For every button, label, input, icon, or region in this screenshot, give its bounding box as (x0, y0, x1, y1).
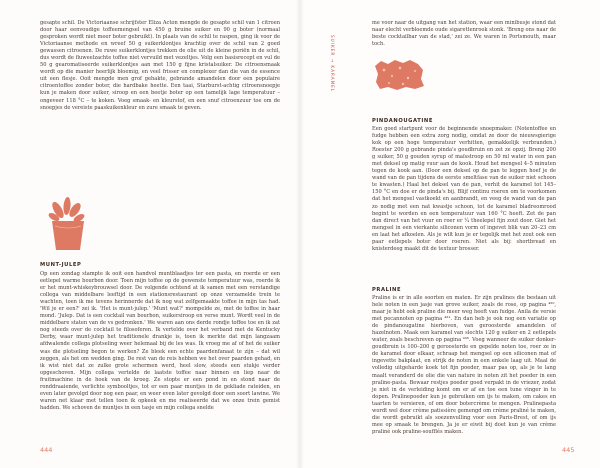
nougatine-illustration (372, 58, 426, 92)
left-page-number: 444 (40, 446, 53, 454)
munt-julep-paragraph: Op een zondag stampte ik ooit een handvol muntblaadjes ter een pasta, en roerde er een eetlepel warme bourbon door. Toen mijn toffee op de gewenste temperatuur was, roerde ik er het munt-whiskeybrouwsel door. De volgende ochtend at ik samen met een verstandige collega van middelbare leeftijd in een stationsrestaurant op onze verzamelde trein te wachten, toen ik me tevens herinnerde dat ik nog wat zelfgemaakte toffee in mijn tas had. 'Wil je er een?' zei ik. 'Het is munt-julep.' 'Munt wat?' mompelde ze, met de toffee in haar mond. 'Julep. Dat is een cocktail van bourbon, suikersiroop en verse munt. Wordt veel in de middelbare staten van de vs gedronken.' We waren aan ons derde rondje toffee toe en ik zat nog steeds over de cocktail te filosoferen. Ik vertelde over het verband met de Kentucky Derby, waar munt-julep het traditionele drankje is, toen ik merkte dat mijn langzaam afdwalende collega plotseling weer helemaal bij de les was. Ik vroeg me af of het de suiker was die plotseling begon te werken? Ze bleek een echte paardenfanaat te zijn – dat wil zeggen, als het om wedden ging. De rest van de reis hebben we het over paarden gehad, en ik wist niet dat ze zulke grote schermen werd, heel slow, steeds een stukje verder opgeschoven. Mijn collega vertelde de laatste toffee naar binnen en liep naar de fruitmachine in de hoek van de kroeg. Ze stopte er een pond in en stond naar de ronddraaiende, verlichte symbooltjes, tot er een paar muntjes in de gekliade rateiden, en even later gevolgd door nog een paar, en weer even later gevolgd door een soort lawine. We waren net klaar met tellen toen ik opkeek en me realiseerde dat we onze trein gemist hadden. We schoven de muntjes in een tasje en mijn collega snelde (40, 271, 280, 411)
praline-heading: PRALINE (372, 287, 402, 293)
praline-paragraph: Praline is er in alle soorten en maten. Er zijn pralines die bestaan uit hele noten in een jasje van grove suiker, zoals de rose, op pagina ⁴²⁰, maar je hebt ook praline die meer weg heeft van fudge. Anila de versie met pecannoten op pagina ⁴²¹. En dan heb je ook nog een variatie op de pindanougatine hierboven, van geroosterde amandelen of hazelnoten. Maak een karamel van slechts 120 g suiker en 2 eetlepels water, zoals beschreven op pagina ⁴³⁶. Voeg wanneer de suiker donker-goudbruin is 100–200 g geroosterde en gepelde noten toe, roer ze in de karamel door elkaar, schraap het mengsel op een siliconen mat of ingevette bakplaat, en strijk de noten in een enkele laag uit. Maal de volledig uitgeharde koek tot fijn poeder, maar pas op, als je te lang maalt veranderd de olie die van nature in noten zit het poeder in een praline-pasta. Bewaar restjes poeder goed verpakt in de vriezer, zodat je niet in de verleiding komt om er af en toe een tune vinger in te dopen. Pralinepoeder kun je gebruiken om ijs te maken, om cakes en taarten te versieren, of om door botercrème te mengen. Pralinepasta wordt wel door crème patissière gemengd om crème praliné te maken, die wordt gebruikt als soezenvulling voor een Paris-Brest, of om ijs mee op smaak te brengen. Ja je er eiwit bij doet kun je van crème praliné ook praline-soufflés maken. (372, 295, 556, 435)
pindanougatine-heading: PINDANOUGATINE (372, 118, 433, 124)
book-gutter (296, 0, 304, 468)
julep-cup (52, 221, 84, 250)
munt-julep-heading: MUNT-JULEP (40, 262, 82, 268)
pindanougatine-paragraph: Een goed startpunt voor de beginnende snoepmaker. (Notentoffee en fudge hebben een extra zorg nodig, omdat ze door de nieuwsgierige kok op een hoge temperatuur verhitten, gemakkelijk verbranden.) Roester 200 g gebrande pinda's goudbruin en zet ze opzij. Breng 200 g suiker, 50 g gouden syrup of maïsstroop en 50 ml water in een pan met deksel op matig vuur aan de kook. Houd het mengsel 4–5 minuten tegen de kook aan. (Door een deksel op de pan te leggen hoef je de wand van de pan tijdens de eerste smeltfase van de suiker niet schoon te kwasten.) Haal het deksel van de pan, verhit de karamel tot 145–150 °C en doe er de pinda's bij. Blijf continu roeren om te voorkomen dat het mengsel vastkoekt en aanbrandt, en veeg de wand van de pan zo nodig met een nat kwastje schoon, tot de karamel bladreomrood begint te worden en een temperatuur van 160 °C heeft. Zet de pan dan direct van het vuur en roer er ¼ theelepel fijn zout door. Giet het mengsel in een vierkante siliconen vorm of ingevet blik van 20–23 cm en laat het afkoelen. Als je wilt kun je er tegelijk met het zout ook een paar eetlepels boter door roeren. Niet als bij: shortbread en knisterdeeg maakt dit de textuur brosser. (372, 126, 556, 252)
right-top-paragraph: me voor naar de uitgang van het station, waar een minibusje stond dat naar elecht verbloemde oude sigarettenrook stonk. 'Breng ons naar de beste cocktailbar van de stad,' zei ze. We waren in Portsmouth, maar toch. (372, 20, 556, 48)
mint-leaves (47, 197, 85, 224)
mint-julep-illustration (40, 196, 98, 252)
right-page-number: 445 (562, 446, 575, 454)
right-page (300, 0, 600, 468)
left-intro-paragraph: gesapte schil. De Victoriaanse schrijfster Eliza Acton mengde de gesapte schil van 1 citroen door haar eenvoudige toffeemengsel van 450 g bruine suiker en 90 g boter (normaal gesproken wordt niet meer boter gebruikt). In plaats van de schil te raspen, ging ik voor de Victoriaanse methode en wreef 50 g suikerklontjes krachtig over de schil van 2 goed gewassen citroenen. De ruwe suikerklontjes trekken de olie uit de kleine poriën in de schil, dus wordt de fluweelzachte toffee niet vervuild met vezeltjes. Volg een basisrecept en vul de 50 g gearomatiseerde suikerklontjes aan met 150 g fijne kristalsuiker. De citroensmaak wordt op die manier heerlijk bloemig, en veel frisser en complexer dan die van de essence uit een flesje. Ooit mengde men grof gehakte, gebrande amandelen door een populaire citroentoffee zonder boter, die hardbake heette. Een taai, Starburst-achtig citroensnoepje kun je maken door suiker, siroop en een beetje boter op een tamelijk lage temperatuur – ongeveer 118 °C – te koken. Voeg smaak- en kleurstof, en een snuf citroenzuur toe om de snoepjes de vereiste paaskuikenkleur en zure smaak te geven. (40, 20, 280, 111)
running-head: SUIKER → KARAMEL (330, 35, 335, 93)
